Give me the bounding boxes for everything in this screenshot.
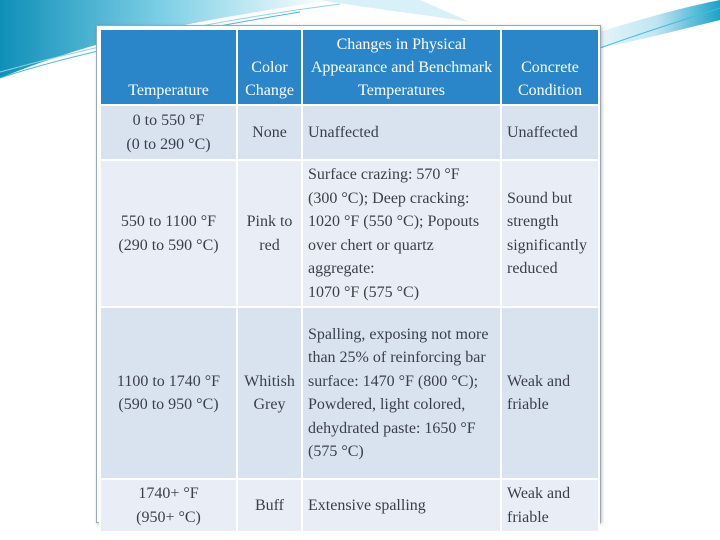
color-change-cell: None	[237, 105, 302, 160]
table-row	[100, 105, 599, 160]
condition-cell: Unaffected	[501, 105, 599, 160]
temperature-cell: 1740+ °F (950+ °C)	[100, 479, 237, 532]
changes-cell: Spalling, exposing not more than 25% of reinforcing bar surface: 1470 °F (800 °C); Powdered, light colored, dehydrated paste: 1650 °F (575 °C)	[302, 307, 501, 479]
column-header-color-change: Color Change	[237, 29, 302, 105]
color-change-cell: Whitish Grey	[237, 307, 302, 479]
concrete-fire-damage-table	[96, 25, 601, 526]
color-change-cell: Pink to red	[237, 160, 302, 307]
changes-cell: Surface crazing: 570 °F (300 °C); Deep cracking: 1020 °F (550 °C); Popouts over chert or quartz aggregate: 1070 °F (575 °C)	[302, 160, 501, 307]
table-row	[100, 160, 599, 307]
table-row	[100, 479, 599, 532]
condition-cell: Weak and friable	[501, 479, 599, 532]
changes-cell: Extensive spalling	[302, 479, 501, 532]
condition-cell: Sound but strength significantly reduced	[501, 160, 599, 307]
temperature-cell: 1100 to 1740 °F (590 to 950 °C)	[100, 307, 237, 479]
header-row	[100, 29, 599, 105]
column-header-temperature: Temperature	[100, 29, 237, 105]
column-header-changes: Changes in Physical Appearance and Benchmark Temperatures	[302, 29, 501, 105]
column-header-concrete-condition: Concrete Condition	[501, 29, 599, 105]
condition-cell: Weak and friable	[501, 307, 599, 479]
temperature-cell: 0 to 550 °F (0 to 290 °C)	[100, 105, 237, 160]
temperature-cell: 550 to 1100 °F (290 to 590 °C)	[100, 160, 237, 307]
changes-cell: Unaffected	[302, 105, 501, 160]
data-table	[99, 28, 600, 533]
table-row	[100, 307, 599, 479]
color-change-cell: Buff	[237, 479, 302, 532]
